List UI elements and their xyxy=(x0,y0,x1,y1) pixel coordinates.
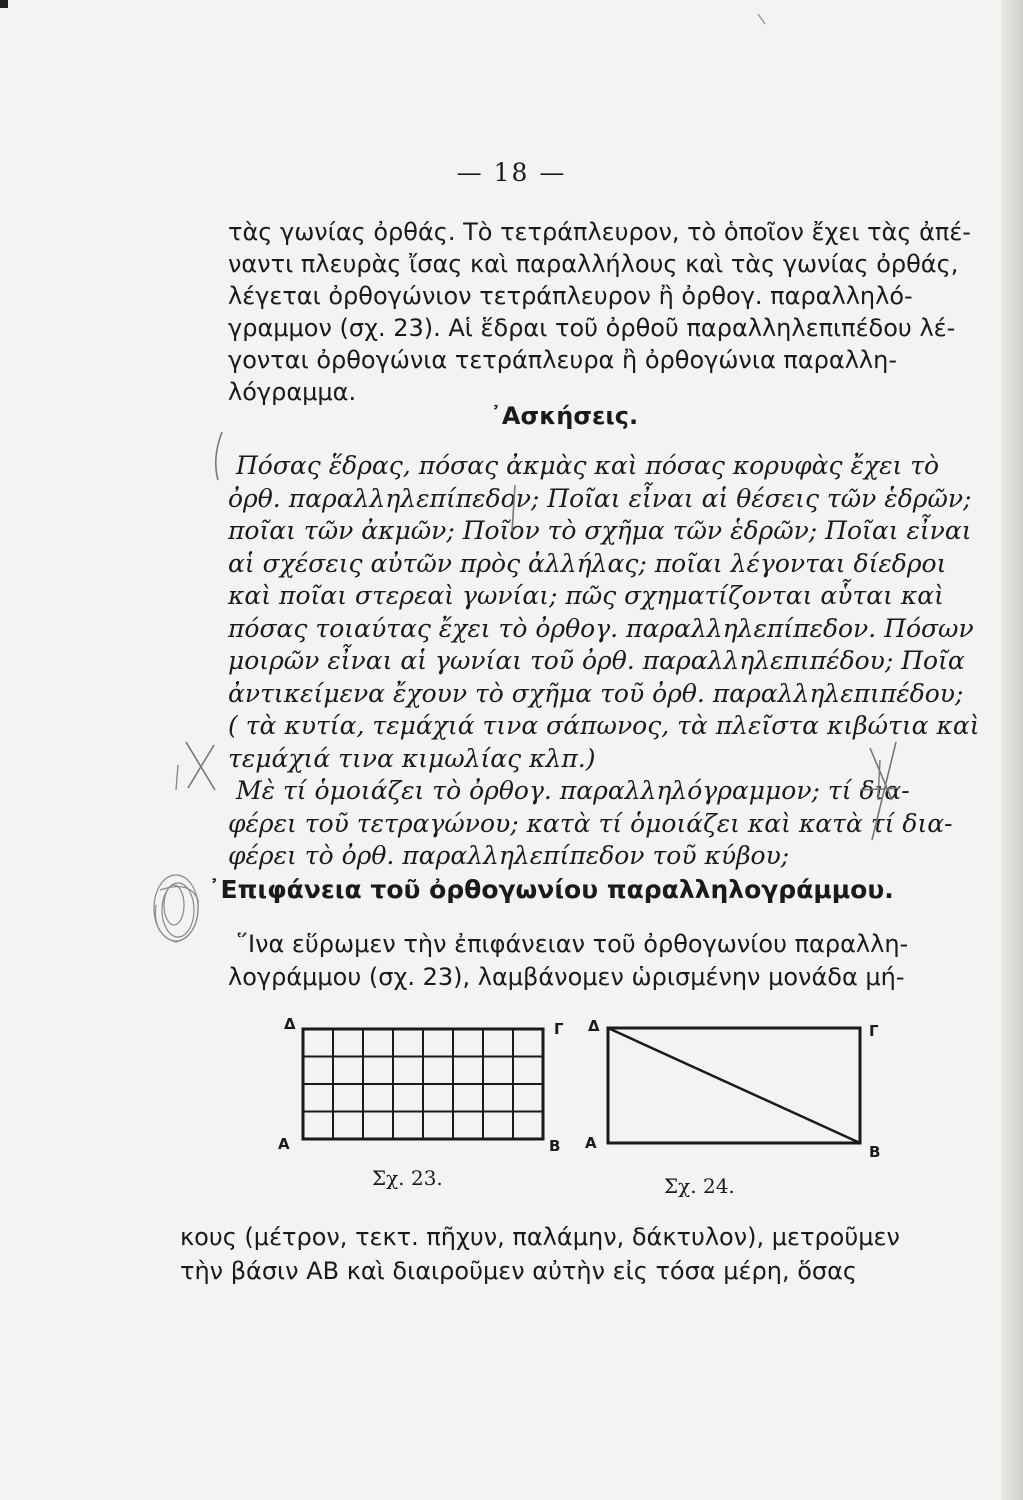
text-line: Πόσας ἕδρας, πόσας ἀκμὰς καὶ πόσας κορυφὰς ἔχει τὸ xyxy=(236,451,940,480)
section-title: ᾿Επιφάνεια τοῦ ὀρθογωνίου παραλληλογράμμου. xyxy=(208,875,894,904)
text-line: ἀντικείμενα ἔχουν τὸ σχῆμα τοῦ ὀρθ. παραλληλεπιπέδου; xyxy=(228,678,964,708)
text-line: αἱ σχέσεις αὐτῶν πρὸς ἀλλήλας; ποῖαι λέγονται δίεδροι xyxy=(228,548,947,578)
continuation-paragraph xyxy=(180,1220,980,1288)
text-line: καὶ ποῖαι στερεαὶ γωνίαι; πῶς σχηματίζονται αὗται καὶ xyxy=(228,581,944,610)
fig23-label-top-left: Δ xyxy=(284,1015,296,1033)
section-paragraph xyxy=(228,928,978,994)
text-line: γραμμον (σχ. 23). Αἱ ἕδραι τοῦ ὀρθοῦ παραλληλεπιπέδου λέ- xyxy=(228,314,956,342)
fig24-label-bottom-left: Α xyxy=(585,1134,597,1152)
pencil-cross-2 xyxy=(860,742,900,840)
text-line: μοιρῶν εἶναι αἱ γωνίαι τοῦ ὀρθ. παραλληλεπιπέδου; Ποῖα xyxy=(228,646,965,675)
text-line: ὀρθ. παραλληλεπίπεδον; Ποῖαι εἶναι αἱ θέσεις τῶν ἑδρῶν; xyxy=(228,483,972,513)
text-line: τὰς γωνίας ὀρθάς. Τὸ τετράπλευρον, τὸ ὁποῖον ἔχει τὰς ἀπέ- xyxy=(228,218,971,246)
figure-24-rectangle xyxy=(606,1026,864,1146)
text-line: λέγεται ὀρθογώνιον τετράπλευρον ἢ ὀρθογ. παραλληλό- xyxy=(228,282,913,310)
pencil-mark-top xyxy=(758,14,765,24)
text-line: πόσας τοιαύτας ἔχει τὸ ὀρθογ. παραλληλεπίπεδον. Πόσων xyxy=(228,613,974,643)
pencil-bar-2 xyxy=(176,765,178,790)
fig24-label-bottom-right: Β xyxy=(869,1143,881,1161)
fig23-label-bottom-left: Α xyxy=(278,1135,290,1153)
page-number: — 18 — xyxy=(456,158,567,187)
text-line: ( τὰ κυτία, τεμάχιά τινα σάπωνος, τὰ πλεῖστα κιβώτια καὶ xyxy=(228,711,980,740)
text-line: λόγραμμα. xyxy=(228,378,357,406)
pencil-cross-1 xyxy=(186,742,215,790)
figure-23-grid xyxy=(300,1026,550,1146)
fig23-label-bottom-right: Β xyxy=(549,1137,561,1155)
text-line: φέρει τὸ ὀρθ. παραλληλεπίπεδον τοῦ κύβου; xyxy=(228,841,790,870)
exercises-heading: ᾿Ασκήσεις. xyxy=(489,402,639,430)
pencil-bar-1 xyxy=(512,485,515,532)
text-line: ναντι πλευρὰς ἴσας καὶ παραλλήλους καὶ τὰς γωνίας ὀρθάς, xyxy=(228,250,959,278)
text-line: γονται ὀρθογώνια τετράπλευρα ἢ ὀρθογώνια παραλλη- xyxy=(228,346,897,374)
fig24-label-top-right: Γ xyxy=(869,1022,879,1040)
fig23-label-top-right: Γ xyxy=(554,1020,564,1038)
text-line: τὴν βάσιν ΑΒ καὶ διαιροῦμεν αὐτὴν εἰς τόσα μέρη, ὅσας xyxy=(180,1257,858,1285)
text-line: κους (μέτρον, τεκτ. πῆχυν, παλάμην, δάκτυλον), μετροῦμεν xyxy=(180,1223,900,1251)
text-line: ποῖαι τῶν ἀκμῶν; Ποῖον τὸ σχῆμα τῶν ἑδρῶν; Ποῖαι εἶναι xyxy=(228,516,972,545)
figure-24 xyxy=(606,1026,864,1146)
fig23-caption: Σχ. 23. xyxy=(372,1166,443,1190)
pencil-bracket-1 xyxy=(216,432,222,480)
fig24-label-top-left: Δ xyxy=(588,1017,600,1035)
text-line: ῞Ινα εὕρωμεν τὴν ἐπιφάνειαν τοῦ ὀρθογωνίου παραλλη- xyxy=(236,930,909,958)
text-line: τεμάχιά τινα κιμωλίας κλπ.) xyxy=(228,743,596,773)
fig24-caption: Σχ. 24. xyxy=(664,1174,735,1198)
text-line: φέρει τοῦ τετραγώνου; κατὰ τί ὁμοιάζει καὶ κατὰ τί δια- xyxy=(228,808,953,838)
figure-23 xyxy=(300,1026,550,1146)
text-line: λογράμμου (σχ. 23), λαμβάνομεν ὡρισμένην μονάδα μή- xyxy=(228,963,905,991)
pencil-scribble xyxy=(154,875,198,942)
fig24-diagonal xyxy=(608,1028,860,1143)
text-line: Μὲ τί ὁμοιάζει τὸ ὀρθογ. παραλληλόγραμμον; τί δια- xyxy=(236,776,910,805)
